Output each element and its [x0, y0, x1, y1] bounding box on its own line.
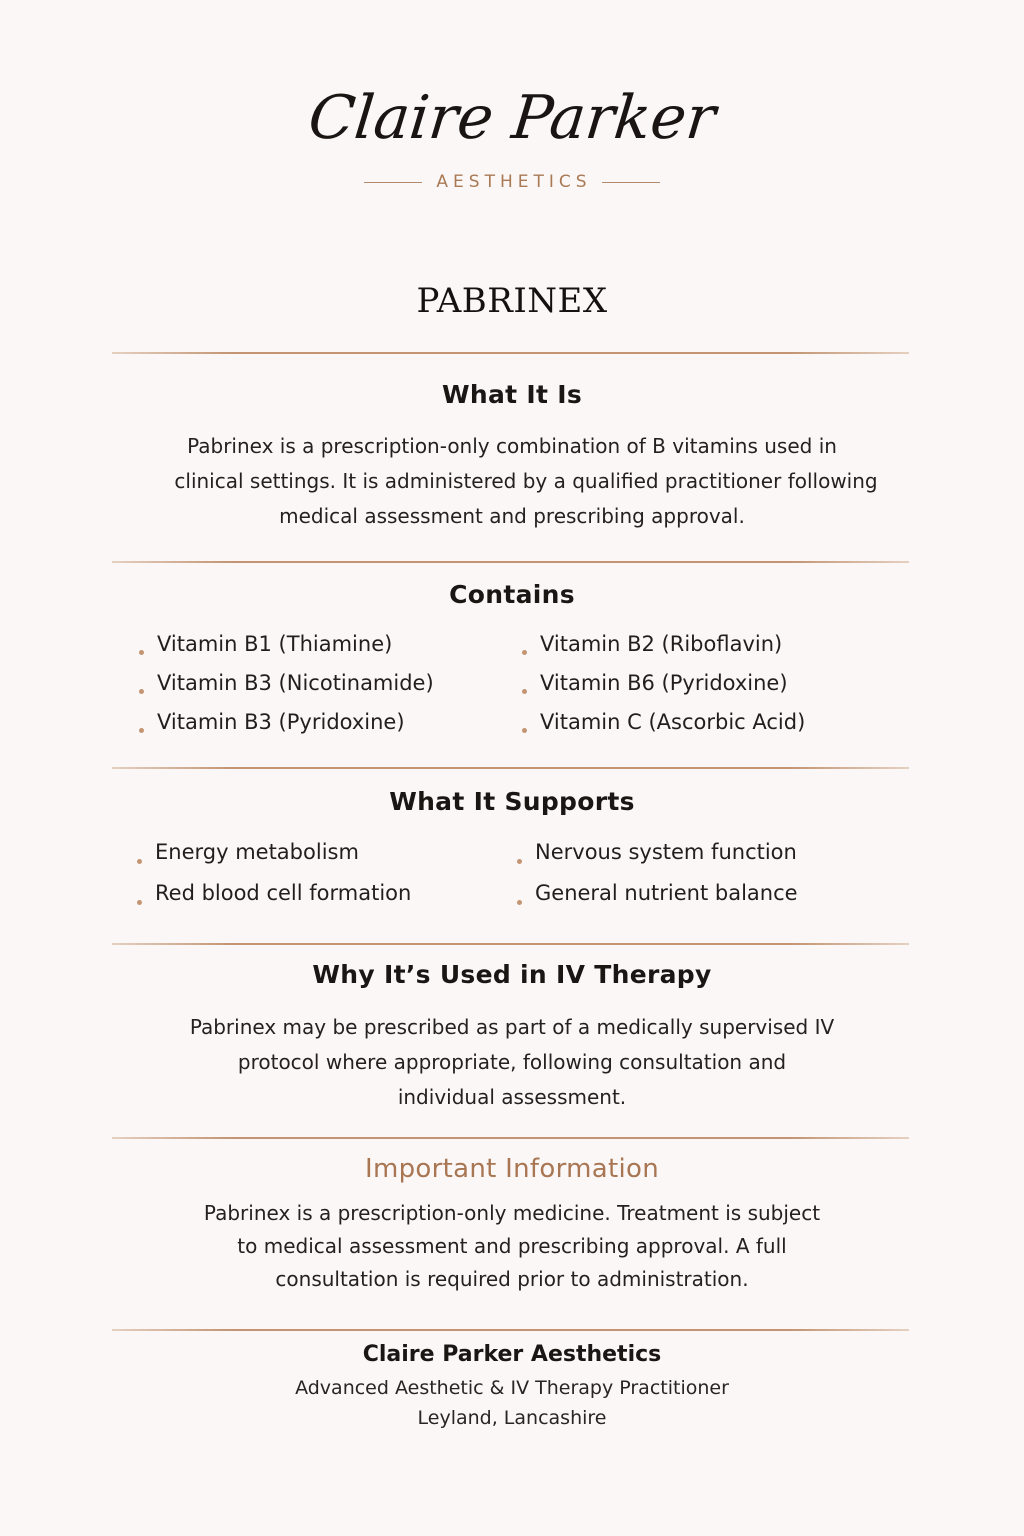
what-it-is-line: medical assessment and prescribing approval.	[279, 504, 745, 528]
what-it-is-line: clinical settings. It is administered by a qualified practitioner following	[174, 469, 878, 493]
divider	[112, 561, 909, 563]
brand-rule-right	[602, 182, 660, 183]
brand-subtitle-row	[0, 172, 1024, 192]
brand-rule-left	[364, 182, 422, 183]
contains-item: Vitamin B3 (Nicotinamide)	[139, 671, 434, 710]
supports-list-left	[137, 840, 411, 922]
why-iv-text	[0, 1010, 1024, 1115]
what-it-is-line: Pabrinex is a prescription-only combination of B vitamins used in	[187, 434, 837, 458]
footer-business-name: Claire Parker Aesthetics	[362, 1342, 662, 1367]
important-line: to medical assessment and prescribing approval. A full	[237, 1234, 787, 1258]
divider	[112, 1329, 909, 1331]
contains-item: Vitamin C (Ascorbic Acid)	[522, 710, 805, 749]
footer-role: Advanced Aesthetic & IV Therapy Practitioner	[295, 1377, 729, 1399]
divider	[112, 1137, 909, 1139]
brand-logo	[0, 83, 1024, 153]
contains-item: Vitamin B2 (Riboflavin)	[522, 632, 805, 671]
important-text	[0, 1197, 1024, 1296]
supports-item: General nutrient balance	[517, 881, 798, 922]
divider	[112, 352, 909, 354]
brand-subtitle: AESTHETICS	[436, 172, 592, 192]
contains-heading: Contains	[449, 580, 575, 609]
footer-location: Leyland, Lancashire	[417, 1407, 607, 1429]
what-it-is-heading: What It Is	[441, 380, 583, 409]
why-iv-line: individual assessment.	[397, 1085, 627, 1109]
supports-item: Energy metabolism	[137, 840, 411, 881]
supports-item: Nervous system function	[517, 840, 798, 881]
supports-list-right	[517, 840, 798, 922]
important-line: consultation is required prior to administration.	[275, 1267, 749, 1291]
page-title: PABRINEX	[416, 281, 608, 321]
contains-list-right	[522, 632, 805, 749]
what-it-is-text	[0, 429, 1024, 534]
contains-item: Vitamin B1 (Thiamine)	[139, 632, 434, 671]
why-iv-line: Pabrinex may be prescribed as part of a medically supervised IV	[189, 1015, 835, 1039]
contains-list-left	[139, 632, 434, 749]
brand-script-name: Claire Parker	[305, 83, 719, 153]
why-iv-line: protocol where appropriate, following consultation and	[237, 1050, 787, 1074]
divider	[112, 767, 909, 769]
important-heading: Important Information	[365, 1154, 659, 1184]
divider	[112, 943, 909, 945]
important-line: Pabrinex is a prescription-only medicine. Treatment is subject	[203, 1201, 821, 1225]
supports-heading: What It Supports	[389, 787, 635, 816]
why-iv-heading: Why It’s Used in IV Therapy	[312, 960, 712, 989]
contains-item: Vitamin B3 (Pyridoxine)	[139, 710, 434, 749]
supports-item: Red blood cell formation	[137, 881, 411, 922]
contains-item: Vitamin B6 (Pyridoxine)	[522, 671, 805, 710]
